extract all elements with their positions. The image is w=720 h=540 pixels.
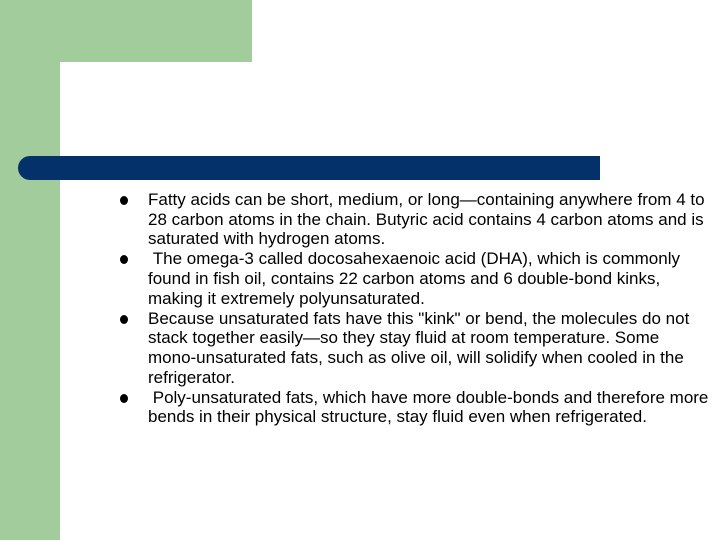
bullet-dot-icon [120, 255, 128, 264]
bullet-item-2 [0, 249, 712, 308]
bullet-dot-icon [120, 196, 128, 205]
bullet-list [0, 190, 720, 428]
bullet-item-4 [0, 388, 712, 427]
bullet-item-1 [0, 190, 712, 249]
bullet-item-3 [0, 309, 712, 387]
bullet-dot-icon [120, 315, 128, 324]
bullet-text: Poly-unsaturated fats, which have more double-bonds and therefore more bends in their physical structure, stay fluid even when refrigerated. [148, 387, 714, 427]
bullet-text: The omega-3 called docosahexaenoic acid (DHA), which is commonly found in fish oil, contains 22 carbon atoms and 6 double-bond kinks, making it extremely polyunsaturated. [148, 249, 685, 308]
bullet-text: Fatty acids can be short, medium, or long—containing anywhere from 4 to 28 carbon atoms in the chain. Butyric acid contains 4 carbon atoms and is saturated with hydrogen atoms. [148, 190, 705, 249]
bullet-text: Because unsaturated fats have this "kink" or bend, the molecules do not stack together easily—so they stay fluid at room temperature. Some mono-unsaturated fats, such as olive oil, will solidify when cooled in the refrigerator. [148, 308, 690, 387]
title-bar [18, 156, 600, 180]
bullet-dot-icon [120, 394, 128, 403]
